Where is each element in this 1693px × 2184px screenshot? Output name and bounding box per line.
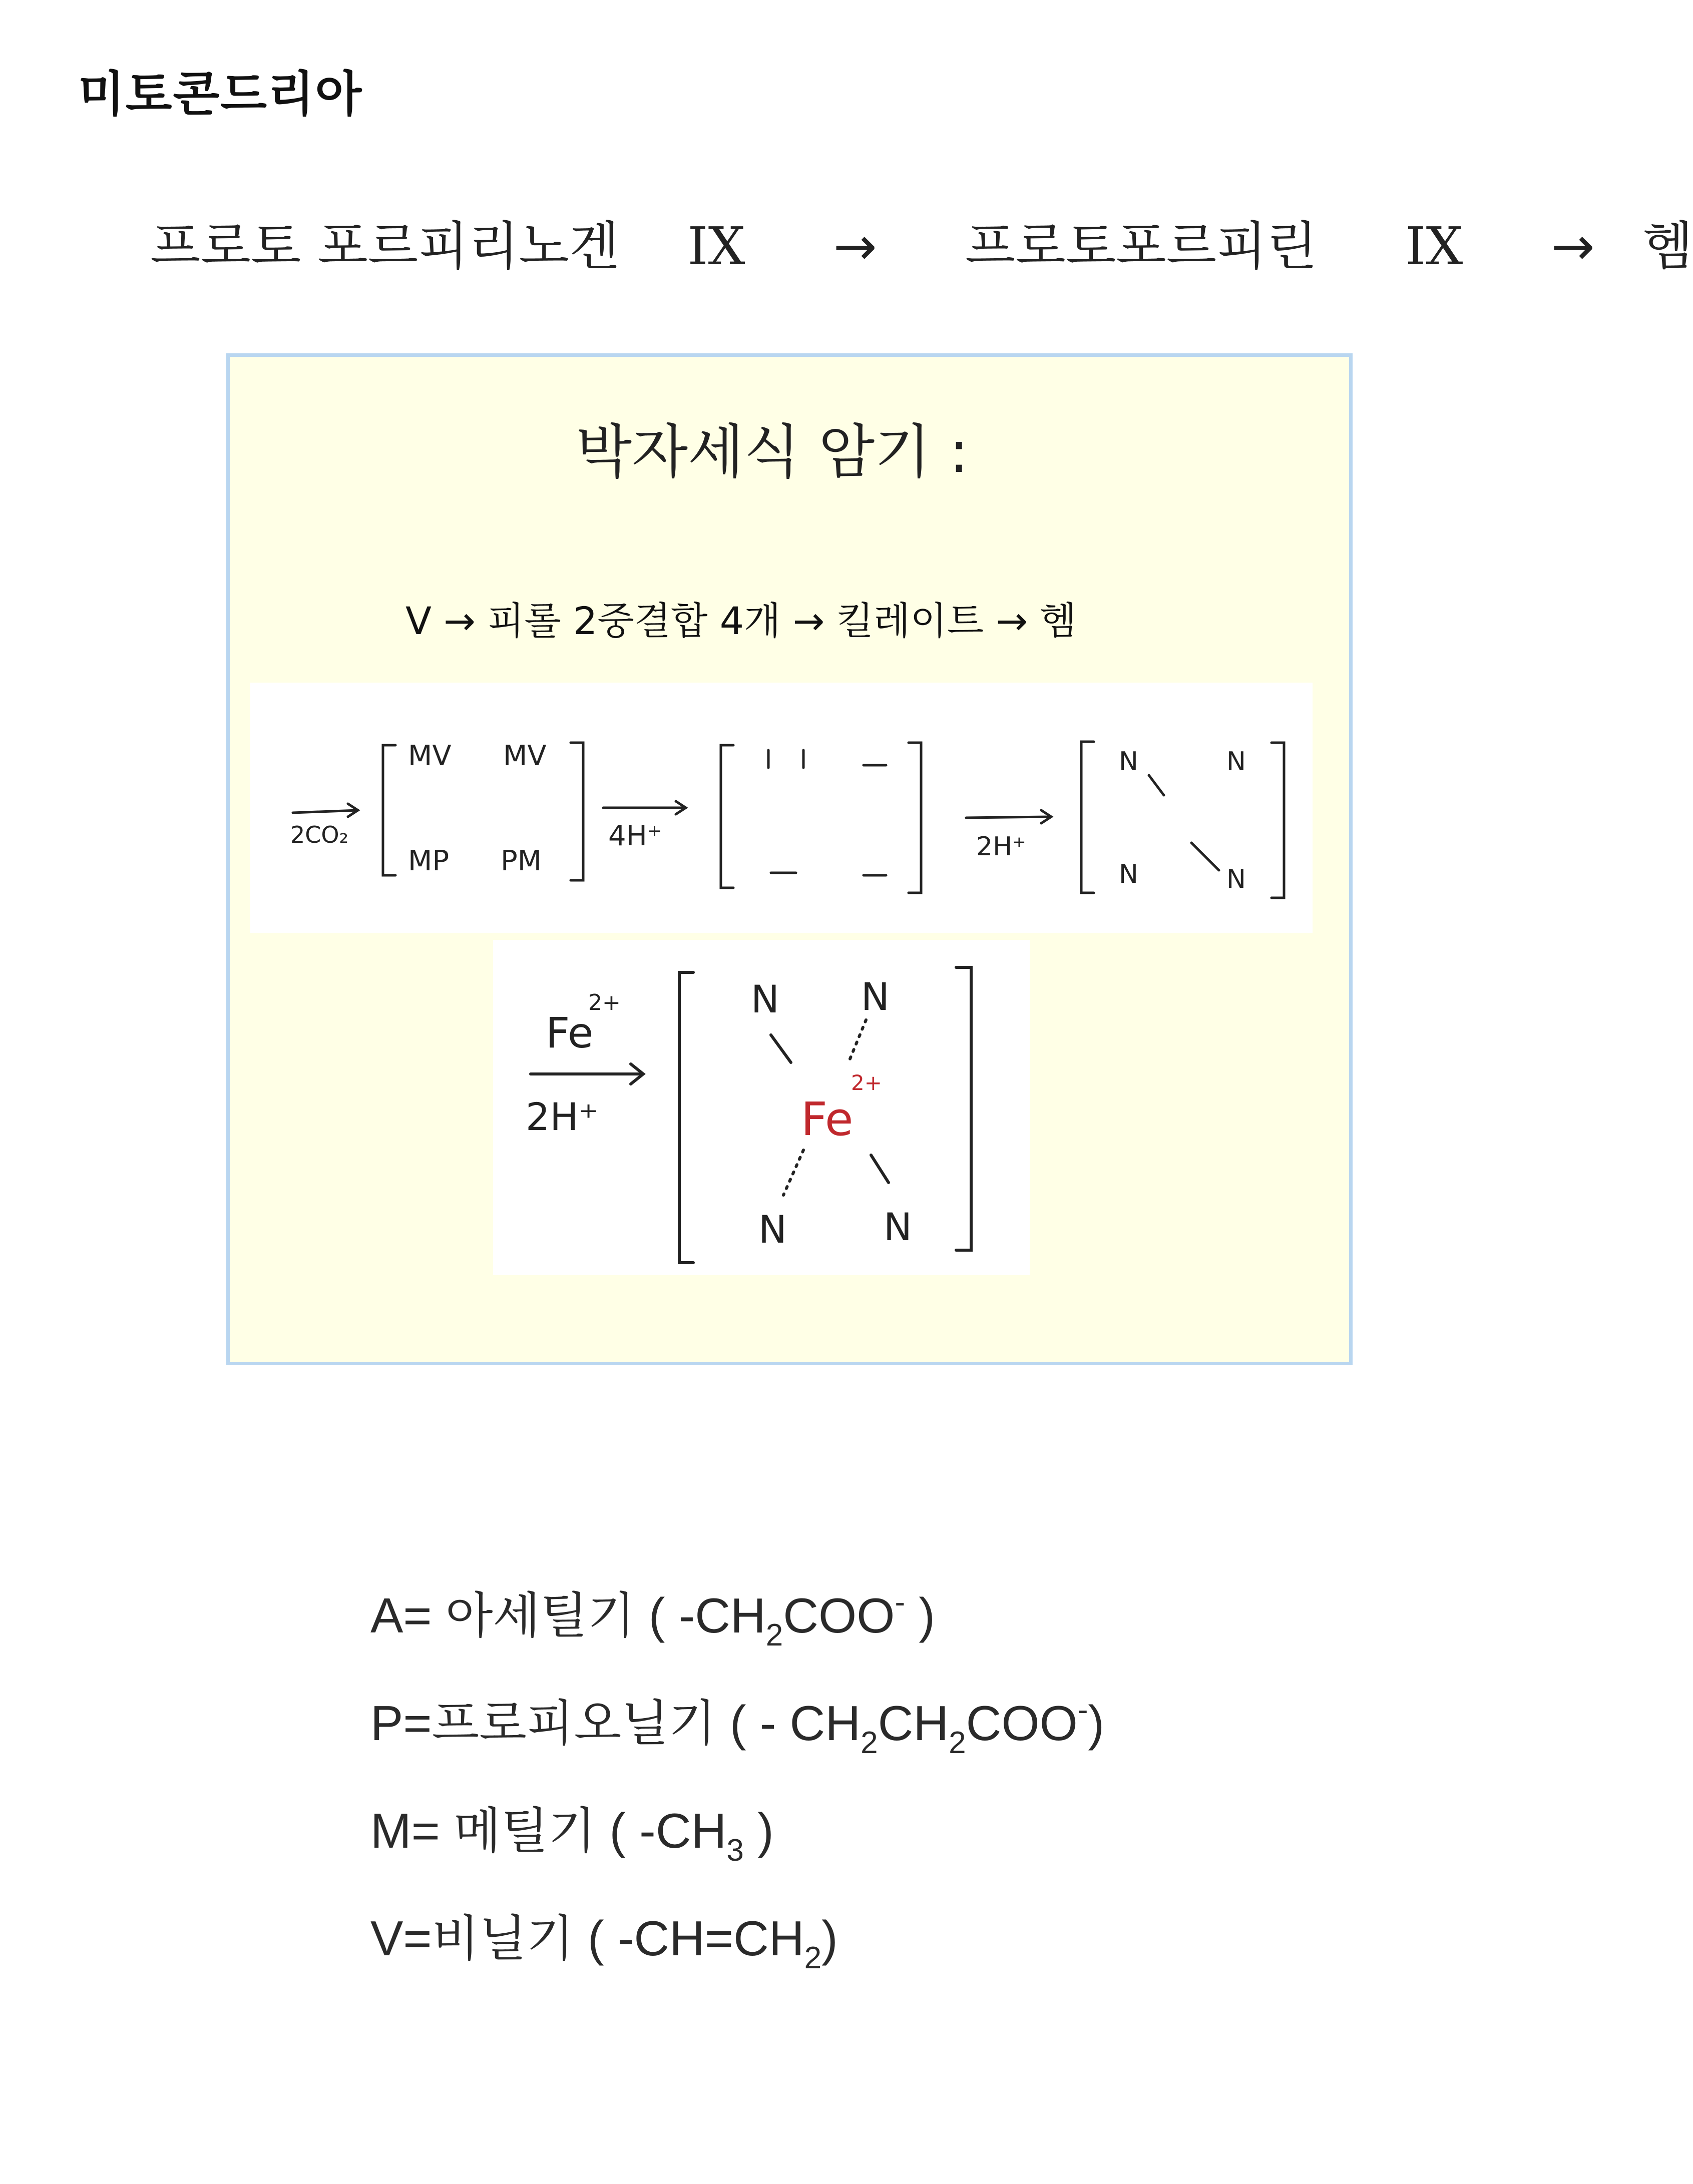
bracket-3-right [1272,743,1284,898]
bond-n-fe [871,1155,889,1183]
bracket-2-left [721,745,733,888]
b1-bottom-left: MP [408,845,450,877]
chelation-svg [493,940,1030,1275]
n-top-right: N [861,974,890,1019]
bracket-1-right [571,743,583,880]
handwritten-diagram-sequence [250,683,1313,933]
n-top-left: N [751,977,779,1021]
bracket-right [956,967,971,1250]
b1-top-right: MV [503,740,547,772]
coord-bond [783,1150,803,1195]
coord-bond [849,1020,866,1062]
h2-label: 2H⁺ [526,1095,599,1139]
pathway-line [150,204,1693,279]
pathway-step-3: 헴 [1642,216,1693,277]
h4-label: 4H⁺ [608,820,662,852]
fe-reagent: Fe [546,1008,594,1057]
n-bottom-left: N [1119,859,1138,889]
bond-mark [1191,843,1219,870]
fe-center: Fe [801,1093,854,1146]
n-bottom-right: N [1226,864,1246,894]
pathway-step-2: 프로토포르피린 [965,216,1318,277]
definition-vinyl: V=비닐기 ( $-CH=CH_2$) [370,1911,838,1975]
b1-top-left: MV [408,740,452,772]
handwritten-diagram-chelation [493,940,1030,1275]
pathway-step-1-number: IX [687,216,745,277]
sequence-svg [250,683,1313,933]
pathway-step-2-number: IX [1405,216,1463,277]
bond-mark [1149,775,1164,795]
bracket-left [679,972,693,1263]
arrow-co2 [293,810,358,813]
n-bottom-left: N [758,1207,787,1252]
fe-center-charge: 2+ [851,1070,882,1095]
bracket-1-left [383,745,395,875]
fe-reagent-charge: 2+ [588,990,621,1015]
pathway-arrow-1: → [833,216,877,277]
bracket-3-left [1081,742,1094,893]
page-title: 미토콘드리아 [78,66,363,122]
bond-n-fe [771,1035,791,1062]
n-top-left: N [1119,747,1138,777]
n-bottom-right: N [884,1205,912,1249]
n-top-right: N [1226,747,1246,777]
definition-methyl: M= 메틸기 ( $-CH_3$ ) [370,1803,774,1868]
pathway-step-1: 프로토 포르피리노겐 [150,216,620,277]
pathway-arrow-2: → [1551,216,1595,277]
memo-heading: 박자세식 암기 : [576,418,969,486]
definition-acetyl: A= 아세틸기 ( $-CH_2COO^-$ ) [370,1585,936,1653]
memo-summary: V → 피롤 2중결합 4개 → 킬레이트 → 헴 [405,599,1077,643]
b1-bottom-right: PM [501,845,542,877]
definition-propionyl: P=프로피오닐기 ( - $CH_2CH_2COO^-$) [370,1693,1105,1760]
co2-label: 2CO₂ [290,821,349,848]
bracket-2-right [909,743,921,893]
arrow-2h [966,817,1051,818]
h2-label: 2H⁺ [976,832,1026,862]
